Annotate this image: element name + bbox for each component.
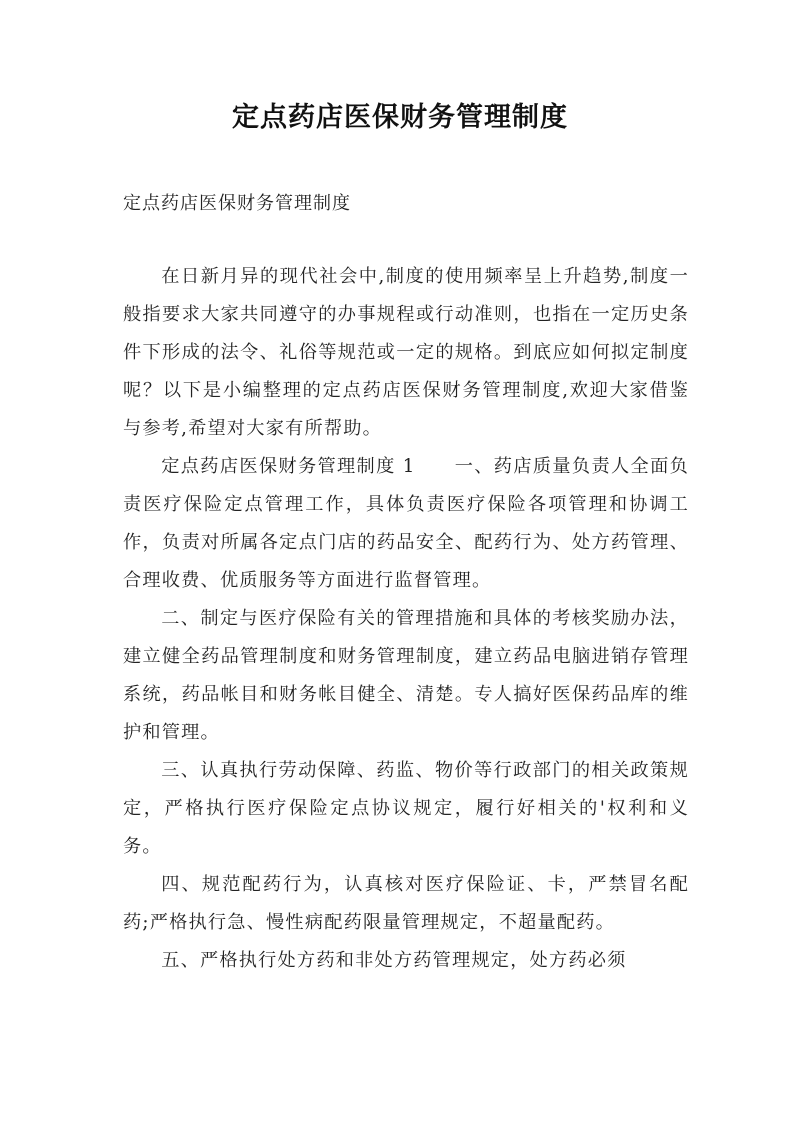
document-subtitle: 定点药店医保财务管理制度 — [123, 193, 351, 214]
document-title: 定点药店医保财务管理制度 — [232, 102, 568, 133]
document-body — [123, 258, 689, 980]
paragraph-4: 四、规范配药行为，认真核对医疗保险证、卡，严禁冒名配药;严格执行急、慢性病配药限量管理规定，不超量配药。 — [123, 874, 689, 933]
paragraph-3: 三、认真执行劳动保障、药监、物价等行政部门的相关政策规定，严格执行医疗保险定点协议规定，履行好相关的'权利和义务。 — [123, 760, 689, 857]
paragraph-2: 二、制定与医疗保险有关的管理措施和具体的考核奖励办法，建立健全药品管理制度和财务管理制度，建立药品电脑进销存管理系统，药品帐目和财务帐目健全、清楚。专人搞好医保药品库的维护和管理。 — [123, 608, 689, 743]
paragraph-1: 定点药店医保财务管理制度 1 一、药店质量负责人全面负责医疗保险定点管理工作，具体负责医疗保险各项管理和协调工作，负责对所属各定点门店的药品安全、配药行为、处方药管理、合理收费、优质服务等方面进行监督管理。 — [123, 456, 689, 591]
paragraph-5: 五、严格执行处方药和非处方药管理规定，处方药必须 — [161, 950, 627, 971]
paragraph-intro: 在日新月异的现代社会中,制度的使用频率呈上升趋势,制度一般指要求大家共同遵守的办事规程或行动准则，也指在一定历史条件下形成的法令、礼俗等规范或一定的规格。到底应如何拟定制度呢？以下是小编整理的定点药店医保财务管理制度,欢迎大家借鉴与参考,希望对大家有所帮助。 — [123, 266, 689, 439]
